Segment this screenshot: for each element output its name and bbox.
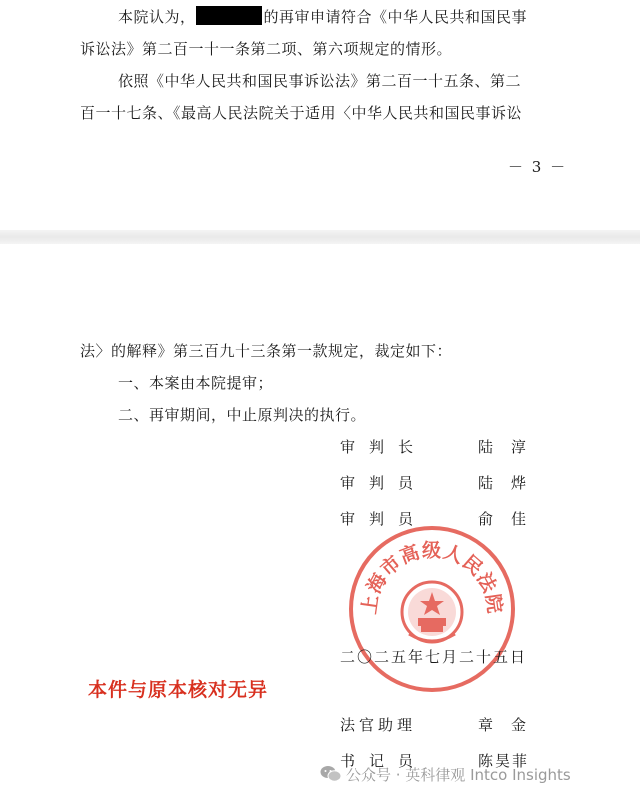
redaction-bar: [196, 6, 262, 25]
page-number: － 3 －: [508, 158, 568, 176]
ruling-text-line: 依照《中华人民共和国民事诉讼法》第二百一十五条、第二: [118, 72, 522, 90]
ruling-text-line: 百一十七条、《最高人民法院关于适用〈中华人民共和国民事诉讼: [80, 104, 523, 122]
clerk-role: 书记员: [340, 752, 428, 770]
ruling-item: 一、本案由本院提审；: [118, 374, 274, 392]
clerk-name: 陈昊菲: [478, 752, 530, 770]
ruling-date: 二〇二五年七月二十五日: [340, 648, 528, 666]
signature-name: 陆烨: [478, 474, 545, 492]
ruling-text-line: 法〉的解释》第三百九十三条第一款规定，裁定如下：: [80, 342, 453, 360]
watermark-text: 公众号 · 英科律观 Intco Insights: [346, 765, 571, 784]
national-emblem-icon: [402, 582, 462, 642]
ruling-text-fragment: 的再审申请符合《中华人民共和国民事: [263, 8, 528, 26]
ruling-text-line: 诉讼法》第二百一十一条第二项、第六项规定的情形。: [80, 40, 453, 58]
clerk-name: 章金: [478, 716, 545, 734]
watermark: [320, 763, 571, 785]
signature-role: 审判员: [340, 510, 428, 528]
court-seal-stamp: [347, 524, 517, 694]
signature-name: 陆淳: [478, 438, 545, 456]
page-separator: [0, 230, 640, 244]
signature-name: 俞佳: [478, 510, 545, 528]
signature-role: 审判员: [340, 474, 428, 492]
signature-role: 审判长: [340, 438, 428, 456]
ruling-text-line: [118, 6, 527, 28]
clerk-role: 法官助理: [340, 716, 417, 734]
ruling-item: 二、再审期间，中止原判决的执行。: [118, 406, 367, 424]
ruling-text-fragment: 本院认为，: [118, 8, 196, 26]
wechat-icon: [320, 765, 342, 783]
copy-verification-stamp: 本件与原本核对无异: [88, 679, 269, 701]
seal-text: 上海市高级人民法院: [358, 539, 506, 616]
